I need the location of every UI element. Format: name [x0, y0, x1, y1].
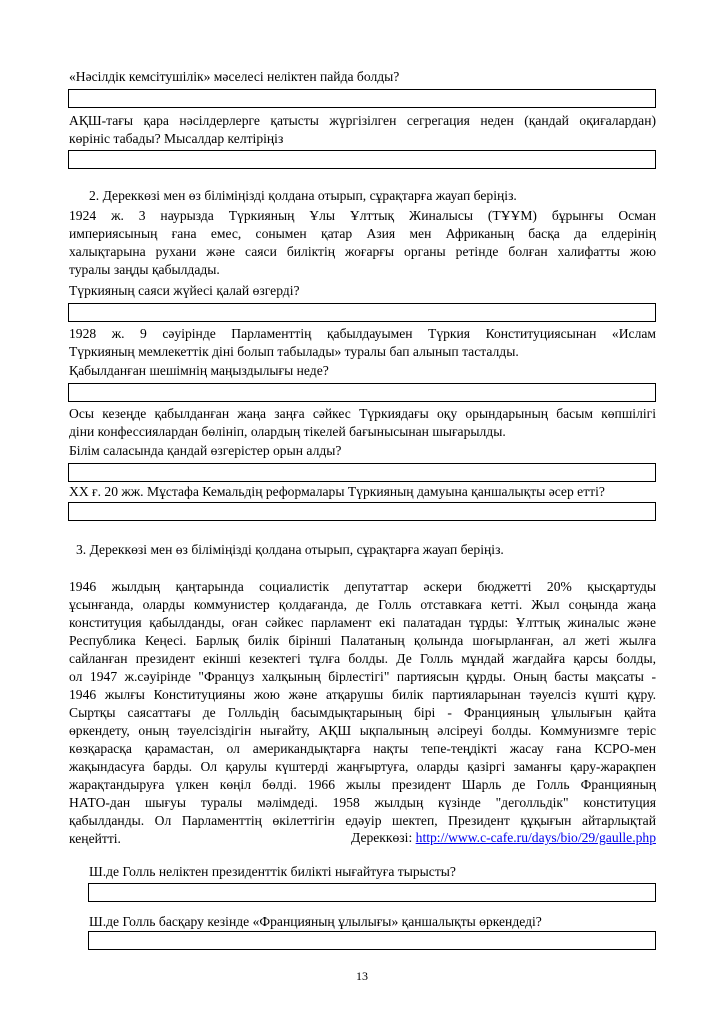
- page-number: 13: [356, 969, 368, 983]
- question-racial-discrimination: «Нәсілдік кемсітушілік» мәселесі неліктен пайда болды?: [69, 69, 400, 84]
- question-segregation-line2: көрініс табады? Мысалдар келтіріңіз: [69, 131, 284, 146]
- answer-field[interactable]: [68, 383, 656, 402]
- task2-question-political-system: Түркияның саяси жүйесі қалай өзгерді?: [69, 283, 300, 298]
- task3-para-line: НАТО-дан шығуы туралы мәлімдеді. 1958 жылдың күзінде "деголльдік" конституция: [69, 795, 656, 810]
- answer-field[interactable]: [68, 303, 656, 322]
- task2-para1-line: империясының ғана емес, сонымен қатар Азия мен Африканың басқа да елдерінің: [69, 226, 656, 241]
- task2-para2-line: Түркияның мемлекеттік діні болып табылады» туралы бап алынып тасталды.: [69, 344, 519, 359]
- task2-heading: 2. Дереккөзі мен өз біліміңізді қолдана отырып, сұрақтарға жауап беріңіз.: [89, 188, 517, 203]
- task3-para-line: өркендету, оның тәуелсіздігін нығайту, АҚШ ықпалының әлсіреуі болды. Коммунизмге теріс: [69, 723, 656, 738]
- task3-para-line: 1946 жылғы Конституцияны жою және атқарушы билік партияларынан тәуелсіз күшті құру.: [69, 687, 656, 702]
- task2-question-significance: Қабылданған шешімнің маңыздылығы неде?: [69, 363, 329, 378]
- task3-question-presidential-power: Ш.де Голль неліктен президенттік билікті нығайтуға тырысты?: [89, 864, 456, 879]
- task3-para-line: ол 1947 ж.сәуірінде "Француз халқының бірлестігі" партиясын құрды. Оның басты мақсаты -: [69, 669, 656, 684]
- answer-field[interactable]: [68, 463, 656, 482]
- task2-question-education: Білім саласында қандай өзгерістер орын алды?: [69, 443, 342, 458]
- task2-question-reforms: XX ғ. 20 жж. Мұстафа Кемальдің реформалары Түркияның дамуына қаншалықты әсер етті?: [69, 484, 605, 499]
- task3-para-line: конституция қабылданды, оған сәйкес парламент екі палатадан тұрды: Ұлттық жиналыс және: [69, 615, 656, 630]
- question-segregation-line1: АҚШ-тағы қара нәсілдерлерге қатысты жүргізілген сегрегация неден (қандай оқиғалардан): [69, 113, 656, 128]
- task3-para-line: көзқарасқа қарамастан, ол американдықтарға нақты тепе-теңдікті жасау ғана КСРО-мен: [69, 741, 656, 756]
- source-label: Дереккөзі:: [351, 830, 416, 845]
- task2-para1-line: туралы заңды қабылдады.: [69, 262, 220, 277]
- task3-para-line: сайланған президент екінші кезектегі тұлға болды. Де Голль мұндай жағдайға қарсы болды,: [69, 651, 656, 666]
- task2-para3-line: діни конфессиялардан бөлініп, олардың тікелей бағынысынан шығарылды.: [69, 424, 506, 439]
- task3-heading: 3. Дереккөзі мен өз біліміңізді қолдана отырып, сұрақтарға жауап беріңіз.: [76, 542, 504, 557]
- task3-para-line: ұсынғанда, оларды коммунистер қолдағанда, де Голль отставкаға кетті. Жыл соңында жаңа: [69, 597, 656, 612]
- task2-para1-line: 1924 ж. 3 наурызда Түркияның Ұлы Ұлттық Жиналысы (ТҰҰМ) бұрынғы Осман: [69, 208, 656, 223]
- task3-para-line: жақындасуға барды. Ол қарулы күштерді жаңғыртуға, оларды қазіргі заманғы қару-жарақпен: [69, 759, 656, 774]
- source-citation: [69, 829, 656, 847]
- answer-field[interactable]: [68, 89, 656, 108]
- task3-para-line: Республика Кеңесі. Барлық билік бірінші Палатаның қолында шоғырланған, ал жеті жылға: [69, 633, 656, 648]
- task3-para-line: 1946 жылдың қаңтарында социалистік депутаттар әскери бюджетті 20% қысқартуды: [69, 579, 656, 594]
- task2-para2-line: 1928 ж. 9 сәуірінде Парламенттің қабылдауымен Түркия Конституциясынан «Ислам: [69, 326, 656, 341]
- answer-field[interactable]: [68, 150, 656, 169]
- task2-para1-line: халықтарына рухани және саяси биліктің жоғарғы органы ретінде болған халифатты жою: [69, 244, 656, 259]
- task3-para-line: қабылданды. Ол Парламенттің өкілеттігін едәуір шектеп, Президент құқығын айтарлықтай: [69, 813, 656, 828]
- task3-para-line: Сыртқы саясаттағы де Голльдің басымдықтарының бірі - Францияның ұлылығын қайта: [69, 705, 656, 720]
- task3-question-grandeur: Ш.де Голль басқару кезінде «Францияның ұлылығы» қаншалықты өркендеді?: [89, 914, 542, 929]
- answer-field[interactable]: [68, 502, 656, 521]
- task3-para-line: жарақтандыруға үлкен көңіл бөлді. 1966 жылы президент Шарль де Голль Францияның: [69, 777, 656, 792]
- task2-para3-line: Осы кезеңде қабылданған жаңа заңға сәйкес Түркиядағы оқу орындарының басым көпшілігі: [69, 406, 656, 421]
- task3-para-line: кеңейтті.: [69, 831, 121, 846]
- source-link[interactable]: http://www.c-cafe.ru/days/bio/29/gaulle.php: [415, 830, 656, 845]
- answer-field[interactable]: [88, 883, 656, 902]
- answer-field[interactable]: [88, 931, 656, 950]
